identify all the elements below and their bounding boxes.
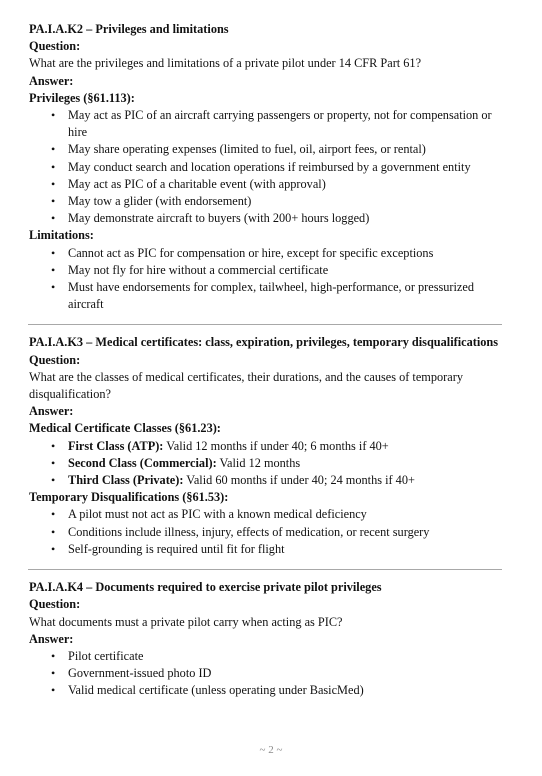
- section-divider: [28, 324, 502, 325]
- question-label: Question:: [29, 352, 81, 367]
- bullet-icon: •: [51, 438, 56, 453]
- document-page: [29, 21, 501, 700]
- documents-list: [29, 648, 501, 700]
- answer-label: Answer:: [29, 631, 74, 646]
- bullet-icon: •: [51, 683, 56, 698]
- list-item: • Conditions include illness, injury, effects of medication, or recent surgery: [29, 524, 501, 541]
- list-item: • May share operating expenses (limited to fuel, oil, airport fees, or rental): [29, 141, 501, 158]
- list-item: • May tow a glider (with endorsement): [29, 193, 501, 210]
- bullet-icon: •: [51, 211, 56, 226]
- bullet-icon: •: [51, 455, 56, 470]
- bullet-icon: •: [51, 194, 56, 209]
- list-item: • A pilot must not act as PIC with a known medical deficiency: [29, 506, 501, 523]
- section-paiak4: [29, 579, 501, 699]
- question-text: What are the classes of medical certificates, their durations, and the causes of temporary disqualification?: [29, 369, 463, 402]
- question-label: Question:: [29, 39, 81, 54]
- section-divider: [28, 569, 502, 570]
- section-paiak2: [29, 21, 501, 313]
- list-item: • Third Class (Private): Valid 60 months if under 40; 24 months if 40+: [29, 472, 501, 489]
- item-term: First Class (ATP):: [68, 438, 164, 453]
- bullet-icon: •: [51, 280, 56, 295]
- list-item: • May act as PIC of an aircraft carrying passengers or property, not for compensation or hire: [51, 108, 492, 140]
- list-item: • May conduct search and location operations if reimbursed by a government entity: [29, 159, 501, 176]
- answer-label: Answer:: [29, 404, 74, 419]
- bullet-icon: •: [51, 159, 56, 174]
- group-title-disqualifications: Temporary Disqualifications (§61.53):: [29, 490, 229, 505]
- list-item: • May demonstrate aircraft to buyers (with 200+ hours logged): [29, 210, 501, 227]
- item-term: Second Class (Commercial):: [68, 455, 217, 470]
- limitations-list: [29, 245, 501, 314]
- group-title-limitations: Limitations:: [29, 228, 94, 243]
- group-title-medical-classes: Medical Certificate Classes (§61.23):: [29, 421, 221, 436]
- bullet-icon: •: [51, 473, 56, 488]
- section-heading: PA.I.A.K4 – Documents required to exercise private pilot privileges: [29, 580, 382, 595]
- disqualifications-list: [29, 506, 501, 558]
- bullet-icon: •: [51, 648, 56, 663]
- item-term: Third Class (Private):: [68, 473, 184, 488]
- list-item: • May not fly for hire without a commercial certificate: [29, 262, 501, 279]
- bullet-icon: •: [51, 142, 56, 157]
- answer-label: Answer:: [29, 73, 74, 88]
- list-item: • Self-grounding is required until fit for flight: [29, 541, 501, 558]
- bullet-icon: •: [51, 108, 56, 123]
- list-item: • Valid medical certificate (unless operating under BasicMed): [29, 682, 501, 699]
- list-item: • Pilot certificate: [29, 648, 501, 665]
- bullet-icon: •: [51, 245, 56, 260]
- group-title-privileges: Privileges (§61.113):: [29, 90, 135, 105]
- list-item: • First Class (ATP): Valid 12 months if under 40; 6 months if 40+: [29, 438, 501, 455]
- page-number: ~ 2 ~: [259, 744, 283, 756]
- bullet-icon: •: [51, 541, 56, 556]
- section-heading: PA.I.A.K3 – Medical certificates: class, expiration, privileges, temporary disqualifications: [29, 335, 499, 350]
- bullet-icon: •: [51, 666, 56, 681]
- bullet-icon: •: [51, 524, 56, 539]
- list-item: • May act as PIC of a charitable event (with approval): [29, 176, 501, 193]
- question-text: What documents must a private pilot carry when acting as PIC?: [29, 614, 343, 629]
- privileges-list: [29, 107, 501, 227]
- bullet-icon: •: [51, 176, 56, 191]
- list-item: • Must have endorsements for complex, tailwheel, high-performance, or pressurized aircraft: [51, 280, 475, 312]
- medical-classes-list: [29, 438, 501, 490]
- question-text: What are the privileges and limitations of a private pilot under 14 CFR Part 61?: [29, 56, 422, 71]
- list-item: • Second Class (Commercial): Valid 12 months: [29, 455, 501, 472]
- list-item: • Government-issued photo ID: [29, 665, 501, 682]
- question-label: Question:: [29, 597, 81, 612]
- section-heading: PA.I.A.K2 – Privileges and limitations: [29, 22, 229, 36]
- bullet-icon: •: [51, 507, 56, 522]
- bullet-icon: •: [51, 262, 56, 277]
- section-paiak3: [29, 334, 501, 558]
- list-item: • Cannot act as PIC for compensation or hire, except for specific exceptions: [29, 245, 501, 262]
